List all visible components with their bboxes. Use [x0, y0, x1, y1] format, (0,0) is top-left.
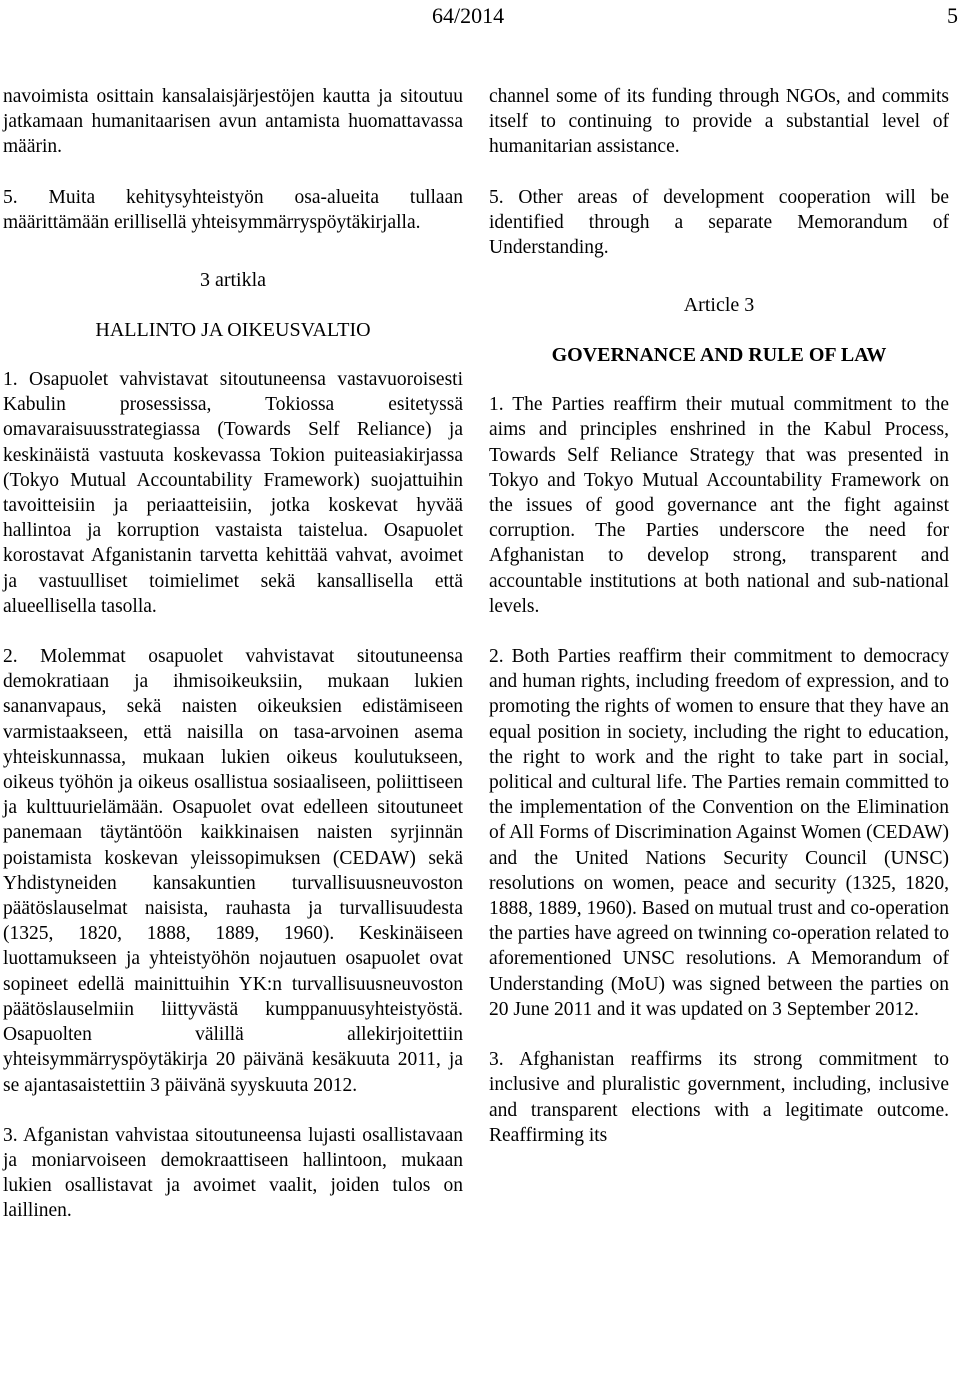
article-title-en: Article 3 [683, 294, 755, 317]
paragraph-5-fi: 5. Muita kehitysyhteistyön osa-alueita tullaan määrittämään erillisellä yhteisymmärryspöytäkirjalla. [3, 186, 463, 233]
page-header [0, 0, 960, 34]
paragraph-1-fi: 1. Osapuolet vahvistavat sitoutuneensa vastavuoroisesti Kabulin prosessissa, Tokiossa esitetyssä omavaraisuusstrategiassa (Towards Self Reliance) ja keskinäistä vastuuta koskevassa Tokion puiteasiakirjassa (Tokyo Mutual Accountability Framework) suojattuihin tavoitteisiin ja periaatteisiin, jotka koskevat hyvää hallintoa ja korruption vastaista taistelua. Osapuolet korostavat Afganistanin tarvetta kehittää vahvat, avoimet ja vastuulliset toimielimet sekä kansallisella että alueellisella tasolla. [3, 369, 463, 617]
paragraph-3-en: 3. Afghanistan reaffirms its strong commitment to inclusive and pluralistic government, including, inclusive and transparent elections with a legitimate outcome. Reaffirming its [489, 1049, 949, 1146]
issue-number: 64/2014 [432, 3, 505, 28]
paragraph-5-en: 5. Other areas of development cooperation will be identified through a separate Memorandum of Understanding. [489, 186, 949, 259]
paragraph-intro-fi: navoimista osittain kansalaisjärjestöjen kautta ja sitoutuu jatkamaan humanitaarisen avun antamista huomattavassa määrin. [3, 86, 463, 158]
paragraph-2-fi: 2. Molemmat osapuolet vahvistavat sitoutuneensa demokratiaan ja ihmisoikeuksiin, mukaan lukien sananvapaus, sekä naisten oikeuksien edistämiseen varmistaakseen, että naisilla on tasa-arvoinen asema yhteiskunnassa, mukaan lukien oikeus koulutukseen, oikeus työhön ja oikeus osallistua sosiaaliseen, poliittiseen ja kulttuurielämään. Osapuolet ovat edelleen sitoutuneet panemaan täytäntöön kaikkinaisen naisten syrjinnän poistamista koskevan yleissopimuksen (CEDAW) sekä Yhdistyneiden kansakuntien turvallisuusneuvoston päätöslauselmat naisista, rauhasta ja turvallisuudesta (1325, 1820, 1888, 1889, 1960). Keskinäiseen luottamukseen ja yhteistyöhön nojautuen osapuolet ovat sopineet edellä mainittuihin YK:n turvallisuusneuvoston päätöslauselmiin liittyvästä kumppanuusyhteistyöstä. Osapuolten välillä allekirjoitettiin yhteisymmärryspöytäkirja 20 päivänä kesäkuuta 2011, ja se ajantasaistettiin 3 päivänä syyskuuta 2012. [3, 646, 463, 1096]
paragraph-intro-en: channel some of its funding through NGOs, and commits itself to continuing to provide a substantial level of humanitarian assistance. [489, 86, 949, 158]
english-column [489, 84, 949, 1148]
article-heading-en: GOVERNANCE AND RULE OF LAW [551, 344, 887, 367]
paragraph-1-en: 1. The Parties reaffirm their mutual commitment to the aims and principles enshrined in the Kabul Process, Towards Self Reliance Strategy that was presented in Tokyo and Tokyo Mutual Accountability Framework on the issues of good governance ant the fight against corruption. The Parties underscore the need for Afghanistan to develop strong, transparent and accountable institutions at both national and sub-national levels. [489, 394, 949, 617]
article-heading-fi: HALLINTO JA OIKEUSVALTIO [95, 319, 371, 342]
paragraph-3-fi: 3. Afganistan vahvistaa sitoutuneensa lujasti osallistavaan ja moniarvoiseen demokraattiseen hallintoon, mukaan lukien osallistavat ja avoimet vaalit, joiden tulos on laillinen. [3, 1124, 463, 1222]
article-title-fi: 3 artikla [199, 269, 267, 292]
finnish-column [3, 84, 463, 1224]
page-number: 5 [947, 3, 958, 28]
paragraph-2-en: 2. Both Parties reaffirm their commitment to democracy and human rights, including freedom of expression, and to promoting the rights of women to ensure that they have an equal position in society, including the right to education, the right to work and the right to take part in social, political and cultural life. The Parties remain committed to the implementation of the Convention on the Elimination of All Forms of Discrimination Against Women (CEDAW) and the United Nations Security Council (UNSC) resolutions on women, peace and security (1325, 1820, 1888, 1889, 1960). Based on mutual trust and co-operation the parties have agreed on twinning co-operation related to aforementioned UNSC resolutions. A Memorandum of Understanding (MoU) was signed between the parties on 20 June 2011 and it was updated on 3 September 2012. [489, 646, 949, 1020]
